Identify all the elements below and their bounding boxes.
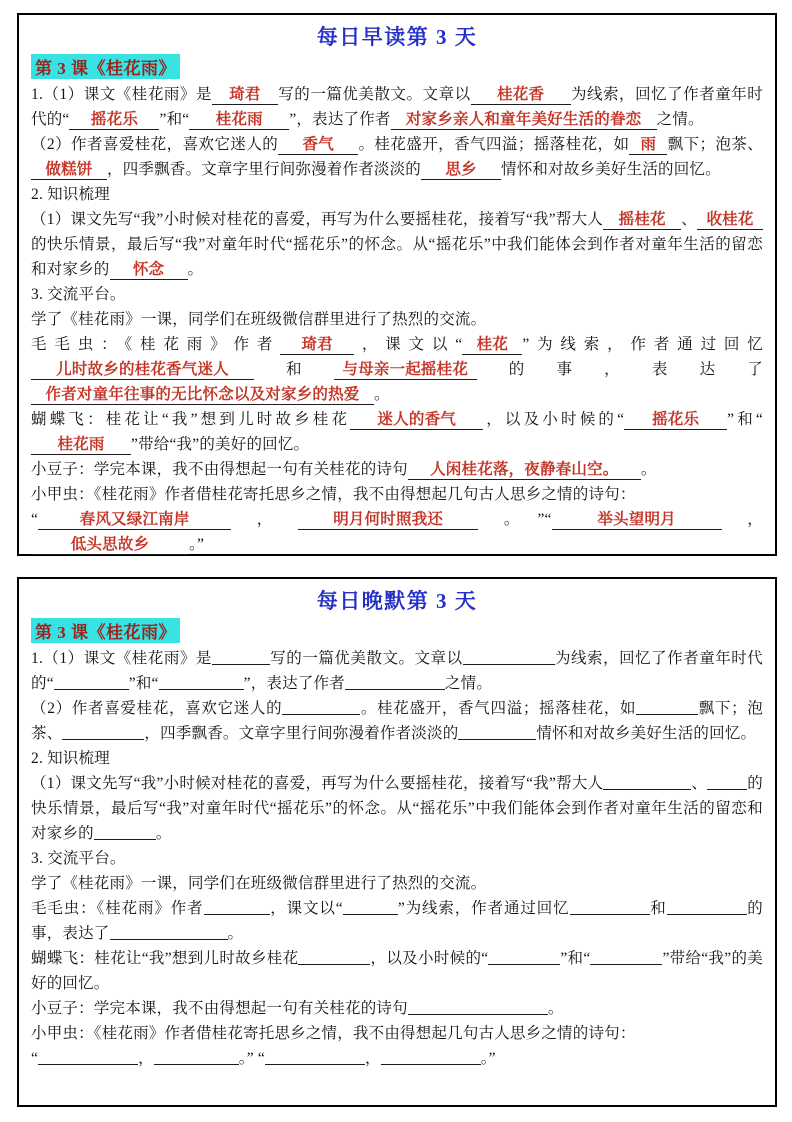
text-run: 。	[547, 1000, 564, 1017]
answer-fill: 思乡	[421, 160, 501, 180]
text-run: 毛毛虫：《桂花雨》作者	[31, 900, 204, 917]
answer-fill: 琦君	[280, 335, 354, 355]
text-run: ，以及小时候的“	[483, 411, 625, 428]
text-run: 之情。	[444, 675, 493, 692]
text-run: 。桂花盛开，香气四溢；摇落桂花，如	[360, 700, 637, 717]
text-run: 小甲虫：《桂花雨》作者借桂花寄托思乡之情，我不由得想起几句古人思乡之情的诗句：	[31, 1025, 636, 1042]
text-run: 学了《桂花雨》一课，同学们在班级微信群里进行了热烈的交流。	[31, 875, 487, 892]
text-run: ”和“	[727, 411, 763, 428]
paragraph	[31, 871, 763, 896]
paragraph	[31, 1021, 763, 1046]
blank-line	[54, 674, 129, 690]
text-run: 蝴蝶飞：桂花让“我”想到儿时故乡桂花	[31, 411, 351, 428]
answer-fill: 桂花	[462, 335, 522, 355]
text-run: 。	[374, 386, 390, 403]
paragraph	[31, 771, 763, 846]
text-run: 。”	[480, 1050, 496, 1067]
section-title-morning: 每日早读第 3 天	[316, 25, 478, 49]
paragraph	[31, 182, 763, 207]
morning-reading-card	[17, 13, 777, 556]
paragraph	[31, 482, 763, 507]
answer-fill: 儿时故乡的桂花香气迷人	[31, 360, 254, 380]
text-run: 学了《桂花雨》一课，同学们在班级微信群里进行了热烈的交流。	[31, 311, 487, 328]
text-run: ”为线索，作者通过回忆	[397, 900, 570, 917]
text-run: ，以及小时候的“	[370, 950, 489, 967]
answer-fill: 春风又绿江南岸	[38, 510, 231, 530]
text-run: ”和“	[128, 675, 159, 692]
paragraph	[31, 82, 763, 132]
text-run: 1.（1）课文《桂花雨》是	[31, 650, 212, 667]
text-run: 的快乐情景，最后写“我”对童年时代“摇花乐”的怀念。从“摇花乐”中我们能体会到作者对童年生活的留恋和对家乡的	[31, 236, 763, 278]
paragraph	[31, 946, 763, 996]
blank-line	[408, 999, 548, 1015]
text-run: 为线索，回忆了作者童年时代的“	[31, 650, 764, 692]
text-run: ，四季飘香。文章字里行间弥漫着作者淡淡的	[144, 725, 459, 742]
blank-line	[154, 1049, 239, 1065]
paragraph	[31, 1046, 763, 1071]
text-run: ”为线索，作者通过回忆	[522, 336, 763, 353]
paragraph	[31, 996, 763, 1021]
text-run: 1.（1）课文《桂花雨》是	[31, 86, 212, 103]
text-run: ”带给“我”的美好的回忆。	[31, 950, 763, 992]
text-run: 和	[649, 900, 667, 917]
blank-line	[212, 649, 270, 665]
paragraph	[31, 846, 763, 871]
blank-line	[204, 899, 270, 915]
answer-fill: 怀念	[110, 260, 188, 280]
text-run: 毛毛虫：《桂花雨》作者	[31, 336, 281, 353]
text-run: ”和“	[159, 111, 190, 128]
paragraph	[31, 457, 763, 482]
answer-fill: 与母亲一起摇桂花	[334, 360, 477, 380]
text-run: 和	[254, 361, 334, 378]
text-run: （2）作者喜爱桂花，喜欢它迷人的	[31, 136, 279, 153]
lesson-header: 第 3 课《桂花雨》	[31, 618, 180, 643]
paragraph	[31, 207, 763, 282]
answer-fill: 做糕饼	[31, 160, 107, 180]
paragraph	[31, 507, 763, 557]
text-run: 写的一篇优美散文。文章以	[277, 86, 471, 103]
answer-fill: 人闲桂花落，夜静春山空。	[408, 460, 641, 480]
text-run: 飘下；泡茶、	[667, 136, 764, 153]
blank-line	[488, 949, 560, 965]
answer-fill: 琦君	[212, 85, 278, 105]
text-run: （2）作者喜爱桂花，喜欢它迷人的	[31, 700, 283, 717]
text-run: “	[31, 511, 39, 528]
paragraph	[31, 746, 763, 771]
text-run: 、	[681, 211, 697, 228]
answer-fill: 举头望明月	[552, 510, 722, 530]
paragraph	[31, 896, 763, 946]
text-run: （1）课文先写“我”小时候对桂花的喜爱，再写为什么要摇桂花，接着写“我”帮大人	[31, 211, 604, 228]
text-run: 3. 交流平台。	[31, 850, 126, 867]
text-run: 小豆子：学完本课，我不由得想起一句有关桂花的诗句	[31, 1000, 408, 1017]
text-run: 蝴蝶飞：桂花让“我”想到儿时故乡桂花	[31, 950, 299, 967]
text-run: 。桂花盛开，香气四溢；摇落桂花，如	[358, 136, 630, 153]
paragraph	[31, 132, 763, 182]
paragraph	[31, 282, 763, 307]
text-run: 情怀和对故乡美好生活的回忆。	[536, 725, 757, 742]
answer-fill: 摇花乐	[69, 110, 159, 130]
paragraph	[31, 332, 763, 407]
text-run: 小甲虫：《桂花雨》作者借桂花寄托思乡之情，我不由得想起几句古人思乡之情的诗句：	[31, 486, 636, 503]
evening-dictation-card	[17, 577, 777, 1107]
blank-line	[38, 1049, 138, 1065]
blank-line	[458, 724, 536, 740]
text-run: 2. 知识梳理	[31, 186, 110, 203]
text-run: ，课文以“	[269, 900, 343, 917]
text-run: 的事，表达了	[31, 900, 763, 942]
text-run: ，	[231, 511, 299, 528]
paragraph	[31, 407, 763, 457]
text-run: 。” “	[238, 1050, 265, 1067]
text-run: 的快乐情景，最后写“我”对童年时代“摇花乐”的怀念。从“摇花乐”中我们能体会到作者对童年生活的留恋和对家乡的	[31, 775, 764, 842]
answer-fill: 桂花雨	[31, 435, 131, 455]
text-run: ”，表达了作者	[243, 675, 345, 692]
section-title-evening: 每日晚默第 3 天	[316, 589, 478, 613]
paragraph	[31, 307, 763, 332]
answer-fill: 桂花香	[471, 85, 571, 105]
text-run: 之情。	[656, 111, 704, 128]
text-run: 为线索，回忆了作者童年时代的“	[31, 86, 763, 128]
text-run: 。”	[189, 536, 205, 553]
text-run: 飘下；泡茶、	[31, 700, 764, 742]
text-run: 。	[640, 461, 657, 478]
answer-fill: 低头思故乡	[31, 535, 189, 555]
text-run: 。”“	[478, 511, 552, 528]
answer-fill: 香气	[278, 135, 358, 155]
text-run: 情怀和对故乡美好生活的回忆。	[501, 161, 721, 178]
blank-line	[667, 899, 747, 915]
text-run: ，课文以“	[354, 336, 463, 353]
answer-fill: 作者对童年往事的无比怀念以及对家乡的热爱	[31, 385, 374, 405]
text-run: 、	[691, 775, 708, 792]
blank-line	[265, 1049, 365, 1065]
paragraph	[31, 696, 763, 746]
blank-line	[94, 824, 156, 840]
text-run: ，	[138, 1050, 154, 1067]
text-run: 。	[227, 925, 244, 942]
blank-line	[463, 649, 555, 665]
blank-line	[298, 949, 370, 965]
blank-line	[636, 699, 698, 715]
answer-fill: 对家乡亲人和童年美好生活的眷恋	[391, 110, 657, 130]
blank-line	[282, 699, 360, 715]
answer-fill: 收桂花	[697, 210, 763, 230]
answer-fill: 摇花乐	[624, 410, 727, 430]
blank-line	[345, 674, 445, 690]
lesson-header: 第 3 课《桂花雨》	[31, 54, 180, 79]
paragraph	[31, 646, 763, 696]
section-body-evening	[31, 646, 763, 1071]
blank-line	[62, 724, 144, 740]
answer-fill: 桂花雨	[189, 110, 289, 130]
lesson-header-row	[31, 618, 763, 643]
answer-fill: 雨	[629, 135, 667, 155]
text-run: ，	[364, 1050, 381, 1067]
blank-line	[570, 899, 650, 915]
text-run: ”，表达了作者	[289, 111, 391, 128]
text-run: “	[31, 1050, 39, 1067]
blank-line	[707, 774, 747, 790]
blank-line	[343, 899, 398, 915]
blank-line	[159, 674, 244, 690]
text-run: ，四季飘香。文章字里行间弥漫着作者淡淡的	[107, 161, 422, 178]
text-run: 2. 知识梳理	[31, 750, 110, 767]
text-run: 。	[187, 261, 204, 278]
text-run: 。	[155, 825, 172, 842]
text-run: 写的一篇优美散文。文章以	[269, 650, 463, 667]
answer-fill: 摇桂花	[603, 210, 681, 230]
text-run: ”带给“我”的美好的回忆。	[131, 436, 310, 453]
text-run: 3. 交流平台。	[31, 286, 126, 303]
blank-line	[110, 924, 228, 940]
text-run: 的事，表达了	[476, 361, 764, 378]
answer-fill: 明月何时照我还	[298, 510, 478, 530]
blank-line	[590, 949, 662, 965]
answer-fill: 迷人的香气	[350, 410, 483, 430]
text-run: ”和“	[560, 950, 591, 967]
blank-line	[603, 774, 691, 790]
lesson-header-row	[31, 54, 763, 79]
text-run: ，	[721, 511, 764, 528]
blank-line	[381, 1049, 481, 1065]
text-run: 小豆子：学完本课，我不由得想起一句有关桂花的诗句	[31, 461, 408, 478]
text-run: （1）课文先写“我”小时候对桂花的喜爱，再写为什么要摇桂花，接着写“我”帮大人	[31, 775, 604, 792]
section-body-morning	[31, 82, 763, 557]
